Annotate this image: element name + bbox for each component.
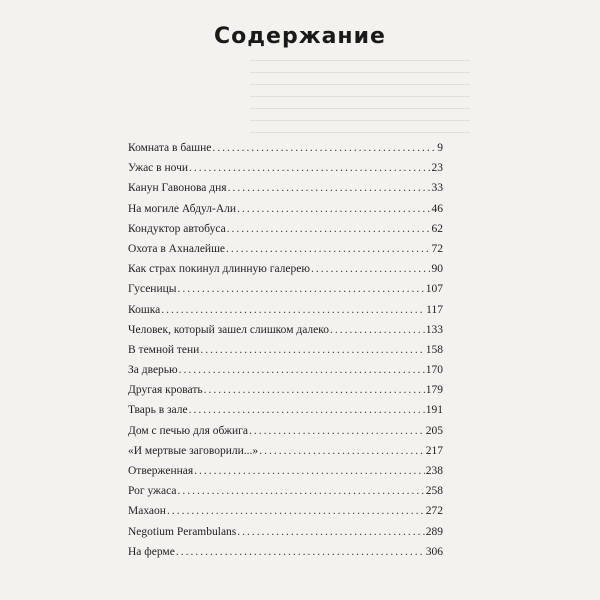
toc-entry-title: За дверью xyxy=(128,364,178,377)
toc-dot-leader xyxy=(177,481,424,501)
toc-entry-page: 179 xyxy=(425,384,443,397)
toc-dot-leader xyxy=(178,279,425,299)
toc-entry-page: 107 xyxy=(425,283,443,296)
toc-entry xyxy=(128,481,443,501)
toc-entry xyxy=(128,421,443,441)
toc-entry-page: 9 xyxy=(437,142,443,154)
toc-entry-page: 33 xyxy=(431,182,443,195)
toc-entry xyxy=(128,400,443,420)
toc-entry xyxy=(128,542,443,562)
toc-dot-leader xyxy=(176,542,425,562)
toc-entry-page: 133 xyxy=(425,323,443,336)
toc-entry-page: 170 xyxy=(425,364,443,377)
toc-entry-page: 272 xyxy=(425,505,443,518)
toc-dot-leader xyxy=(311,259,431,279)
toc-entry-page: 117 xyxy=(426,303,443,316)
toc-entry-title: Отверженная xyxy=(128,465,194,477)
table-of-contents xyxy=(128,138,443,562)
toc-entry-page: 306 xyxy=(425,545,443,558)
toc-entry-page: 217 xyxy=(425,444,443,457)
toc-dot-leader xyxy=(212,138,436,158)
toc-entry-title: На ферме xyxy=(128,545,175,558)
toc-entry-title: Рог ужаса xyxy=(128,485,177,498)
toc-entry-page: 23 xyxy=(431,162,443,175)
toc-entry xyxy=(128,178,443,198)
toc-entry-page: 62 xyxy=(431,222,443,235)
toc-entry-title: Гусеницы xyxy=(128,283,177,296)
toc-dot-leader xyxy=(200,340,424,360)
toc-entry xyxy=(128,138,443,158)
toc-entry-title: Как страх покинул длинную галерею xyxy=(128,263,310,276)
toc-entry-page: 46 xyxy=(431,202,443,215)
show-through-texture xyxy=(250,60,470,140)
toc-entry-title: Человек, который зашел слишком далеко xyxy=(128,323,330,336)
toc-dot-leader xyxy=(204,380,425,400)
toc-entry-title: Комната в башне xyxy=(128,142,212,154)
toc-dot-leader xyxy=(228,178,431,198)
toc-dot-leader xyxy=(259,441,425,461)
toc-entry xyxy=(128,340,443,360)
toc-dot-leader xyxy=(227,219,431,239)
toc-entry-title: Тварь в зале xyxy=(128,404,188,417)
toc-entry-title: Охота в Ахналейше xyxy=(128,242,226,255)
toc-entry-title: «И мертвые заговорили...» xyxy=(128,444,259,457)
toc-dot-leader xyxy=(249,421,425,441)
toc-entry-page: 289 xyxy=(425,525,443,538)
toc-entry xyxy=(128,380,443,400)
toc-dot-leader xyxy=(161,300,425,320)
toc-dot-leader xyxy=(226,239,430,259)
toc-entry-page: 72 xyxy=(431,242,443,255)
toc-dot-leader xyxy=(179,360,425,380)
toc-entry xyxy=(128,259,443,279)
toc-entry xyxy=(128,441,443,461)
toc-dot-leader xyxy=(167,501,425,521)
toc-entry xyxy=(128,461,443,481)
toc-entry xyxy=(128,360,443,380)
toc-entry xyxy=(128,320,443,340)
toc-entry xyxy=(128,239,443,259)
toc-entry-title: Другая кровать xyxy=(128,384,203,397)
toc-entry xyxy=(128,522,443,542)
toc-entry xyxy=(128,158,443,178)
toc-dot-leader xyxy=(194,461,425,481)
toc-entry-title: На могиле Абдул-Али xyxy=(128,202,237,215)
toc-entry-page: 238 xyxy=(425,465,443,477)
toc-entry-title: Кошка xyxy=(128,303,161,316)
toc-entry-title: Дом с печью для обжига xyxy=(128,424,248,437)
toc-entry-title: Кондуктор автобуса xyxy=(128,222,226,235)
toc-dot-leader xyxy=(330,320,425,340)
toc-entry-page: 191 xyxy=(425,404,443,417)
toc-entry-title: В темной тени xyxy=(128,343,200,356)
toc-entry xyxy=(128,219,443,239)
toc-dot-leader xyxy=(237,199,430,219)
toc-entry xyxy=(128,501,443,521)
page-title: Содержание xyxy=(214,24,386,49)
toc-entry-title: Канун Гавонова дня xyxy=(128,182,227,195)
toc-entry-page: 258 xyxy=(425,485,443,498)
toc-dot-leader xyxy=(237,522,424,542)
toc-entry xyxy=(128,300,443,320)
toc-entry-page: 205 xyxy=(425,424,443,437)
toc-entry-page: 158 xyxy=(425,343,443,356)
toc-entry xyxy=(128,199,443,219)
toc-dot-leader xyxy=(189,158,430,178)
toc-entry-title: Negotium Perambulans xyxy=(128,525,237,538)
toc-entry-title: Ужас в ночи xyxy=(128,162,189,175)
toc-entry-page: 90 xyxy=(431,263,443,276)
toc-entry-title: Махаон xyxy=(128,505,166,518)
toc-entry xyxy=(128,279,443,299)
toc-dot-leader xyxy=(189,400,425,420)
